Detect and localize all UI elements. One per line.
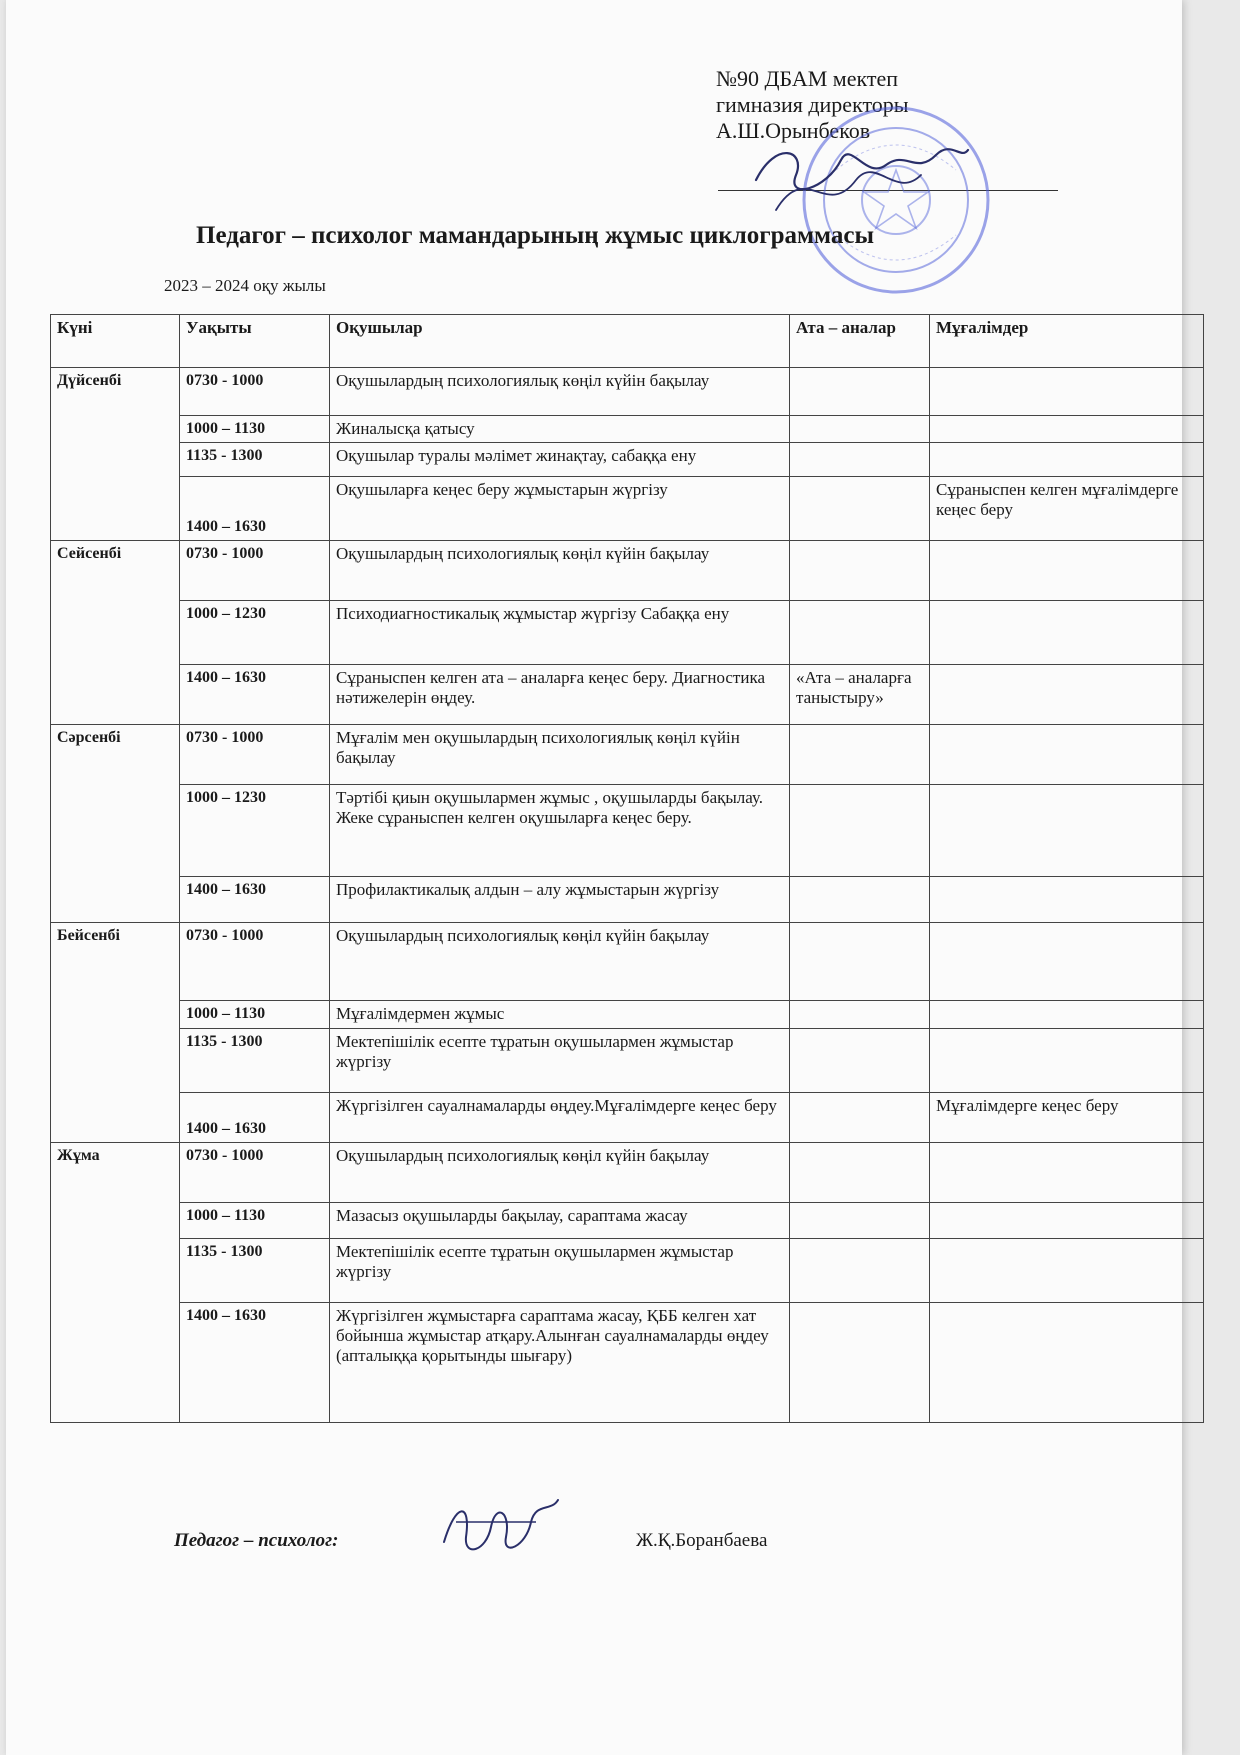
document-page: [6, 0, 1182, 1755]
time-cell: 1400 – 1630: [180, 1303, 330, 1423]
parents-cell: [790, 601, 930, 665]
schedule-table: [50, 314, 1204, 1423]
students-cell: Профилактикалық алдын – алу жұмыстарын жүргізу: [330, 877, 790, 923]
parents-cell: [790, 1093, 930, 1143]
header-parents: Ата – аналар: [790, 315, 930, 368]
time-cell: 1000 – 1130: [180, 1203, 330, 1239]
psychologist-role: Педагог – психолог:: [174, 1530, 339, 1551]
parents-cell: [790, 1029, 930, 1093]
table-row: [51, 923, 1204, 1001]
time-cell: 1400 – 1630: [180, 1093, 330, 1143]
day-cell: Жұма: [51, 1143, 180, 1423]
teachers-cell: Мұғалімдерге кеңес беру: [930, 1093, 1204, 1143]
parents-cell: [790, 1203, 930, 1239]
day-cell: Сәрсенбі: [51, 725, 180, 923]
time-cell: 1135 - 1300: [180, 1239, 330, 1303]
teachers-cell: [930, 601, 1204, 665]
table-row: [51, 541, 1204, 601]
header-students: Оқушылар: [330, 315, 790, 368]
teachers-cell: [930, 1001, 1204, 1029]
students-cell: Оқушылардың психологиялық көңіл күйін бақылау: [330, 1143, 790, 1203]
parents-cell: [790, 923, 930, 1001]
approval-director-name: А.Ш.Орынбеков: [716, 118, 871, 143]
day-cell: Сейсенбі: [51, 541, 180, 725]
table-row: [51, 1143, 1204, 1203]
teachers-cell: [930, 443, 1204, 477]
parents-cell: [790, 1001, 930, 1029]
parents-cell: [790, 785, 930, 877]
director-signature: [746, 120, 976, 230]
students-cell: Мұғалім мен оқушылардың психологиялық көңіл күйін бақылау: [330, 725, 790, 785]
students-cell: Жүргізілген жұмыстарға сараптама жасау, ҚББ келген хат бойынша жұмыстар атқару.Алынған сауалнамаларды өңдеу (апталыққа қорытынды шығару): [330, 1303, 790, 1423]
students-cell: Мектепішілік есепте тұратын оқушылармен жұмыстар жүргізу: [330, 1239, 790, 1303]
parents-cell: [790, 477, 930, 541]
table-row: [51, 1303, 1204, 1423]
teachers-cell: [930, 541, 1204, 601]
time-cell: 1135 - 1300: [180, 443, 330, 477]
parents-cell: [790, 1303, 930, 1423]
time-cell: 1400 – 1630: [180, 877, 330, 923]
teachers-cell: [930, 1239, 1204, 1303]
time-cell: 1000 – 1230: [180, 785, 330, 877]
students-cell: Оқушылар туралы мәлімет жинақтау, сабаққа ену: [330, 443, 790, 477]
teachers-cell: [930, 1029, 1204, 1093]
academic-year: 2023 – 2024 оқу жылы: [164, 276, 326, 295]
time-cell: 0730 - 1000: [180, 725, 330, 785]
table-row: [51, 1203, 1204, 1239]
time-cell: 1400 – 1630: [180, 665, 330, 725]
time-cell: 0730 - 1000: [180, 541, 330, 601]
parents-cell: «Ата – аналарға таныстыру»: [790, 665, 930, 725]
parents-cell: [790, 416, 930, 443]
teachers-cell: [930, 923, 1204, 1001]
parents-cell: [790, 541, 930, 601]
time-cell: 1000 – 1230: [180, 601, 330, 665]
table-row: [51, 1001, 1204, 1029]
table-row: [51, 785, 1204, 877]
parents-cell: [790, 443, 930, 477]
time-cell: 1000 – 1130: [180, 1001, 330, 1029]
teachers-cell: [930, 725, 1204, 785]
time-cell: 0730 - 1000: [180, 368, 330, 416]
time-cell: 1000 – 1130: [180, 416, 330, 443]
students-cell: Мазасыз оқушыларды бақылау, сараптама жасау: [330, 1203, 790, 1239]
approval-position: гимназия директоры: [716, 92, 909, 117]
table-row: [51, 877, 1204, 923]
psychologist-name: Ж.Қ.Боранбаева: [636, 1530, 768, 1551]
header-time: Уақыты: [180, 315, 330, 368]
time-cell: 1135 - 1300: [180, 1029, 330, 1093]
teachers-cell: [930, 416, 1204, 443]
teachers-cell: Сұраныспен келген мұғалімдерге кеңес беру: [930, 477, 1204, 541]
students-cell: Тәртібі қиын оқушылармен жұмыс , оқушыларды бақылау. Жеке сұраныспен келген оқушыларға кеңес беру.: [330, 785, 790, 877]
students-cell: Мұғалімдермен жұмыс: [330, 1001, 790, 1029]
teachers-cell: [930, 665, 1204, 725]
students-cell: Психодиагностикалық жұмыстар жүргізу Сабаққа ену: [330, 601, 790, 665]
table-row: [51, 416, 1204, 443]
parents-cell: [790, 1143, 930, 1203]
time-cell: 0730 - 1000: [180, 923, 330, 1001]
header-teachers: Мұғалімдер: [930, 315, 1204, 368]
students-cell: Оқушылардың психологиялық көңіл күйін бақылау: [330, 541, 790, 601]
teachers-cell: [930, 1303, 1204, 1423]
table-row: [51, 368, 1204, 416]
document-title: Педагог – психолог мамандарының жұмыс циклограммасы: [196, 222, 874, 249]
teachers-cell: [930, 785, 1204, 877]
table-row: [51, 665, 1204, 725]
table-row: [51, 725, 1204, 785]
psychologist-signature: [436, 1492, 566, 1572]
day-cell: Дүйсенбі: [51, 368, 180, 541]
students-cell: Мектепішілік есепте тұратын оқушылармен жұмыстар жүргізу: [330, 1029, 790, 1093]
time-cell: 0730 - 1000: [180, 1143, 330, 1203]
table-row: [51, 477, 1204, 541]
parents-cell: [790, 1239, 930, 1303]
teachers-cell: [930, 1143, 1204, 1203]
table-header-row: [51, 315, 1204, 368]
table-row: [51, 1093, 1204, 1143]
students-cell: Жиналысқа қатысу: [330, 416, 790, 443]
students-cell: Жүргізілген сауалнамаларды өңдеу.Мұғалімдерге кеңес беру: [330, 1093, 790, 1143]
students-cell: Оқушылардың психологиялық көңіл күйін бақылау: [330, 923, 790, 1001]
table-row: [51, 601, 1204, 665]
parents-cell: [790, 368, 930, 416]
teachers-cell: [930, 1203, 1204, 1239]
students-cell: Оқушыларға кеңес беру жұмыстарын жүргізу: [330, 477, 790, 541]
time-cell: 1400 – 1630: [180, 477, 330, 541]
students-cell: Сұраныспен келген ата – аналарға кеңес беру. Диагностика нәтижелерін өңдеу.: [330, 665, 790, 725]
day-cell: Бейсенбі: [51, 923, 180, 1143]
parents-cell: [790, 877, 930, 923]
header-day: Күні: [51, 315, 180, 368]
parents-cell: [790, 725, 930, 785]
approval-school: №90 ДБАМ мектеп: [716, 66, 899, 91]
table-row: [51, 1029, 1204, 1093]
students-cell: Оқушылардың психологиялық көңіл күйін бақылау: [330, 368, 790, 416]
table-row: [51, 443, 1204, 477]
table-row: [51, 1239, 1204, 1303]
teachers-cell: [930, 368, 1204, 416]
teachers-cell: [930, 877, 1204, 923]
